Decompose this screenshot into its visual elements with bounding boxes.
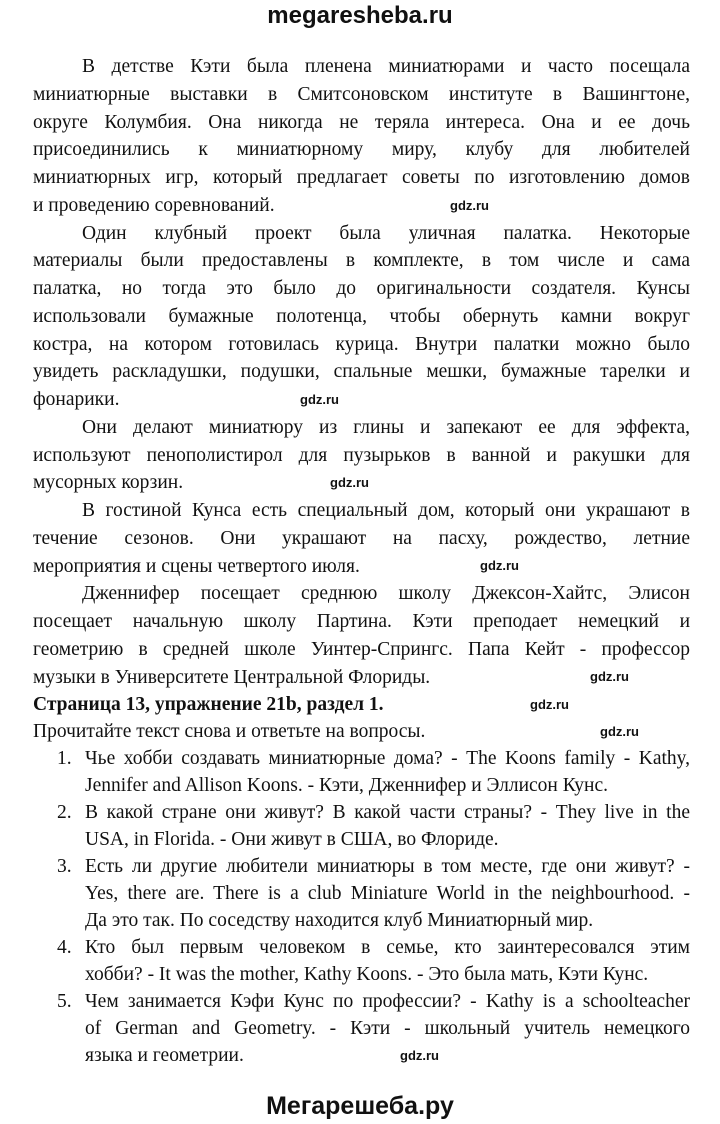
text-line: мероприятия и сцены четвертого июля.: [33, 555, 360, 577]
text-line: течение сезонов. Они украшают на пасху, рождество, летние: [33, 527, 690, 549]
item-line: Да это так. По соседству находится клуб Миниатюрный мир.: [85, 910, 594, 931]
text-line: Один клубный проект была уличная палатка. Некоторые: [82, 222, 690, 244]
item-line: Jennifer and Allison Koons. - Кэти, Дженнифер и Эллисон Кунс.: [85, 775, 608, 796]
item-number: 1.: [57, 748, 72, 769]
list-item: [33, 745, 690, 799]
text-line: Дженнифер посещает среднюю школу Джексон-Хайтс, Элисон: [82, 583, 690, 605]
list-item: [33, 799, 690, 853]
text-line: присоединились к миниатюрному миру, клубу для любителей: [33, 139, 690, 161]
exercise-instruction: Прочитайте текст снова и ответьте на вопросы.: [33, 721, 426, 742]
item-line: Yes, there are. There is a club Miniature World in the neighbourhood. -: [85, 883, 690, 904]
text-line: музыки в Университете Центральной Флориды.: [33, 666, 431, 688]
exercise-heading: Страница 13, упражнение 21b, раздел 1.: [33, 694, 384, 715]
text-line: миниатюрных игр, который предлагает советы по изготовлению домов: [33, 167, 690, 188]
watermark: gdz.ru: [600, 724, 639, 739]
list-item: [33, 853, 690, 934]
item-number: 5.: [57, 991, 72, 1012]
text-line: палатка, но тогда это было до оригинальности создателя. Кунсы: [33, 278, 690, 299]
watermark: gdz.ru: [530, 697, 569, 712]
text-line: использовали бумажные полотенца, чтобы обернуть камни вокруг: [33, 305, 690, 327]
watermark: gdz.ru: [590, 669, 629, 684]
paragraph: [33, 220, 690, 414]
watermark: gdz.ru: [400, 1048, 439, 1063]
story-text: [33, 53, 690, 691]
text-line: и проведению соревнований.: [33, 194, 275, 216]
item-number: 2.: [57, 802, 72, 823]
watermark: gdz.ru: [300, 392, 339, 407]
text-line: мусорных корзин.: [33, 472, 184, 494]
text-line: миниатюрные выставки в Смитсоновском институте в Вашингтоне,: [33, 83, 690, 105]
text-line: материалы были предоставлены в комплекте, в том числе и сама: [33, 250, 690, 272]
text-line: В гостиной Кунса есть специальный дом, который они украшают в: [82, 500, 690, 521]
item-number: 4.: [57, 937, 72, 958]
watermark: gdz.ru: [480, 558, 519, 573]
item-line: USA, in Florida. - Они живут в США, во Флориде.: [85, 829, 499, 850]
text-line: геометрию в средней школе Уинтер-Спрингс. Папа Кейт - профессор: [33, 638, 690, 660]
item-line: хобби? - It was the mother, Kathy Koons. - Это была мать, Кэти Кунс.: [85, 964, 649, 985]
item-line: языка и геометрии.: [85, 1045, 244, 1066]
text-line: В детстве Кэти была пленена миниатюрами и часто посещала: [82, 56, 690, 77]
watermark: gdz.ru: [450, 198, 489, 213]
text-line: Они делают миниатюру из глины и запекают ее для эффекта,: [82, 416, 690, 438]
text-line: фонарики.: [33, 389, 120, 410]
site-header: megaresheba.ru: [267, 2, 453, 29]
text-line: увидеть раскладушки, подушки, спальные мешки, бумажные тарелки и: [33, 361, 690, 383]
paragraph: [33, 53, 690, 220]
item-line: В какой стране они живут? В какой части страны? - They live in the: [85, 802, 690, 823]
paragraph: [33, 497, 690, 580]
text-line: костра, на котором готовилась курица. Внутри палатки можно было: [33, 333, 690, 355]
item-line: Чем занимается Кэфи Кунс по профессии? - Kathy is a schoolteacher: [85, 991, 690, 1012]
item-line: Чье хобби создавать миниатюрные дома? - The Koons family - Kathy,: [85, 748, 690, 769]
text-line: посещает начальную школу Партина. Кэти преподает немецкий и: [33, 611, 690, 632]
list-item: [33, 934, 690, 988]
list-item: [33, 988, 690, 1069]
item-line: of German and Geometry. - Кэти - школьный учитель немецкого: [85, 1018, 690, 1039]
exercise-section: [33, 691, 690, 1069]
text-line: используют пенополистирол для пузырьков в ванной и ракушки для: [33, 444, 690, 466]
site-footer: Мегарешеба.ру: [266, 1092, 454, 1120]
item-number: 3.: [57, 856, 72, 877]
watermark: gdz.ru: [330, 475, 369, 490]
text-line: округе Колумбия. Она никогда не теряла интереса. Она и ее дочь: [33, 111, 690, 133]
item-line: Есть ли другие любители миниатюры в том месте, где они живут? -: [85, 856, 690, 877]
item-line: Кто был первым человеком в семье, кто заинтересовался этим: [85, 937, 690, 958]
